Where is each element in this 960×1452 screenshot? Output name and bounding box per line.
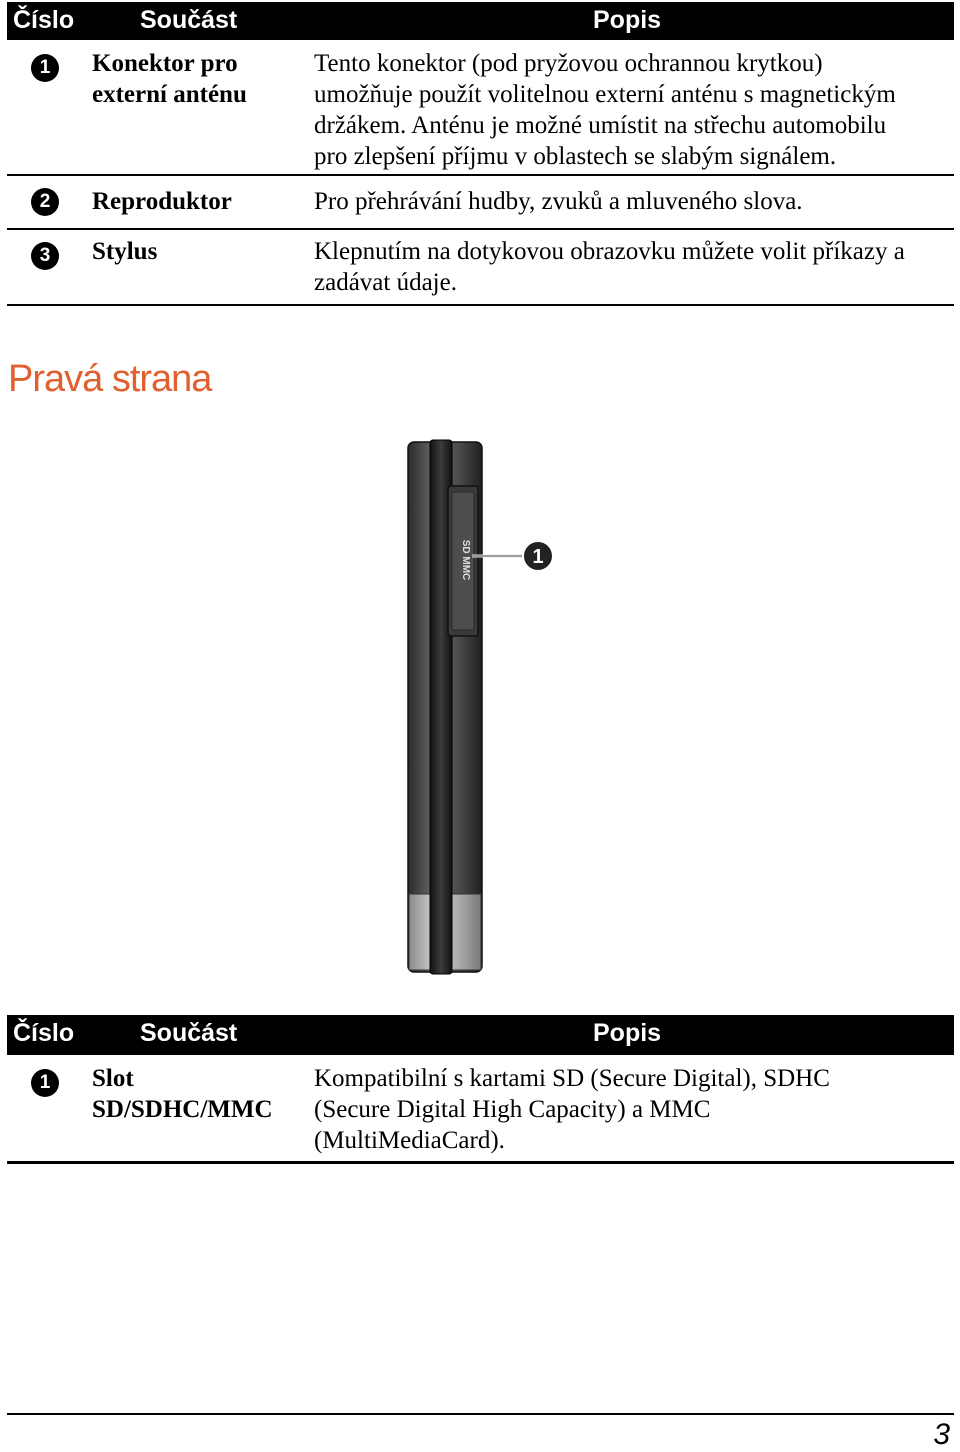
table-row xyxy=(7,40,954,176)
footer-rule xyxy=(7,1413,954,1415)
component-line: externí anténu xyxy=(92,81,247,108)
header-component: Součást xyxy=(140,6,238,34)
header-number: Číslo xyxy=(13,1019,75,1047)
row-component xyxy=(92,1063,307,1125)
row-number-badge: 1 xyxy=(31,1069,59,1097)
description-line: (MultiMediaCard). xyxy=(314,1127,505,1154)
device-side-illustration xyxy=(400,438,570,978)
section-title: Pravá strana xyxy=(8,358,212,400)
header-component: Součást xyxy=(140,1019,238,1047)
header-description: Popis xyxy=(593,6,662,34)
callout-number: 1 xyxy=(532,546,544,568)
row-component xyxy=(92,186,307,217)
row-description xyxy=(314,1063,954,1156)
component-line: Stylus xyxy=(92,238,158,265)
row-number-badge: 2 xyxy=(31,188,59,216)
row-component xyxy=(92,48,307,110)
header-description: Popis xyxy=(593,1019,662,1047)
description-line: zadávat údaje. xyxy=(314,269,457,296)
description-line: (Secure Digital High Capacity) a MMC xyxy=(314,1096,711,1123)
row-component xyxy=(92,236,307,267)
components-table-right-side xyxy=(7,1015,954,1164)
table-row xyxy=(7,176,954,230)
row-number-badge: 1 xyxy=(31,54,59,82)
description-line: držákem. Anténu je možné umístit na střechu automobilu xyxy=(314,112,887,139)
row-description xyxy=(314,186,954,217)
table-row xyxy=(7,230,954,306)
table-header xyxy=(7,1015,954,1055)
description-line: Kompatibilní s kartami SD (Secure Digital), SDHC xyxy=(314,1065,830,1092)
slot-label-text: SD MMC xyxy=(460,539,471,581)
component-line: SD/SDHC/MMC xyxy=(92,1096,273,1123)
description-line: Pro přehrávání hudby, zvuků a mluveného slova. xyxy=(314,188,803,215)
component-line: Konektor pro xyxy=(92,50,238,77)
description-line: pro zlepšení příjmu v oblastech se slabým signálem. xyxy=(314,143,837,170)
device-side-svg xyxy=(400,438,570,978)
row-number-badge: 3 xyxy=(31,242,59,270)
page-number: 3 xyxy=(933,1418,950,1451)
row-description xyxy=(314,236,954,298)
table-row xyxy=(7,1055,954,1164)
components-table-top xyxy=(7,2,954,306)
description-line: Klepnutím na dotykovou obrazovku můžete volit příkazy a xyxy=(314,238,905,265)
table-header xyxy=(7,2,954,40)
row-description xyxy=(314,48,954,172)
component-line: Reproduktor xyxy=(92,188,232,215)
description-line: Tento konektor (pod pryžovou ochrannou krytkou) xyxy=(314,50,823,77)
component-line: Slot xyxy=(92,1065,134,1092)
header-number: Číslo xyxy=(13,6,75,34)
description-line: umožňuje použít volitelnou externí anténu s magnetickým xyxy=(314,81,896,108)
